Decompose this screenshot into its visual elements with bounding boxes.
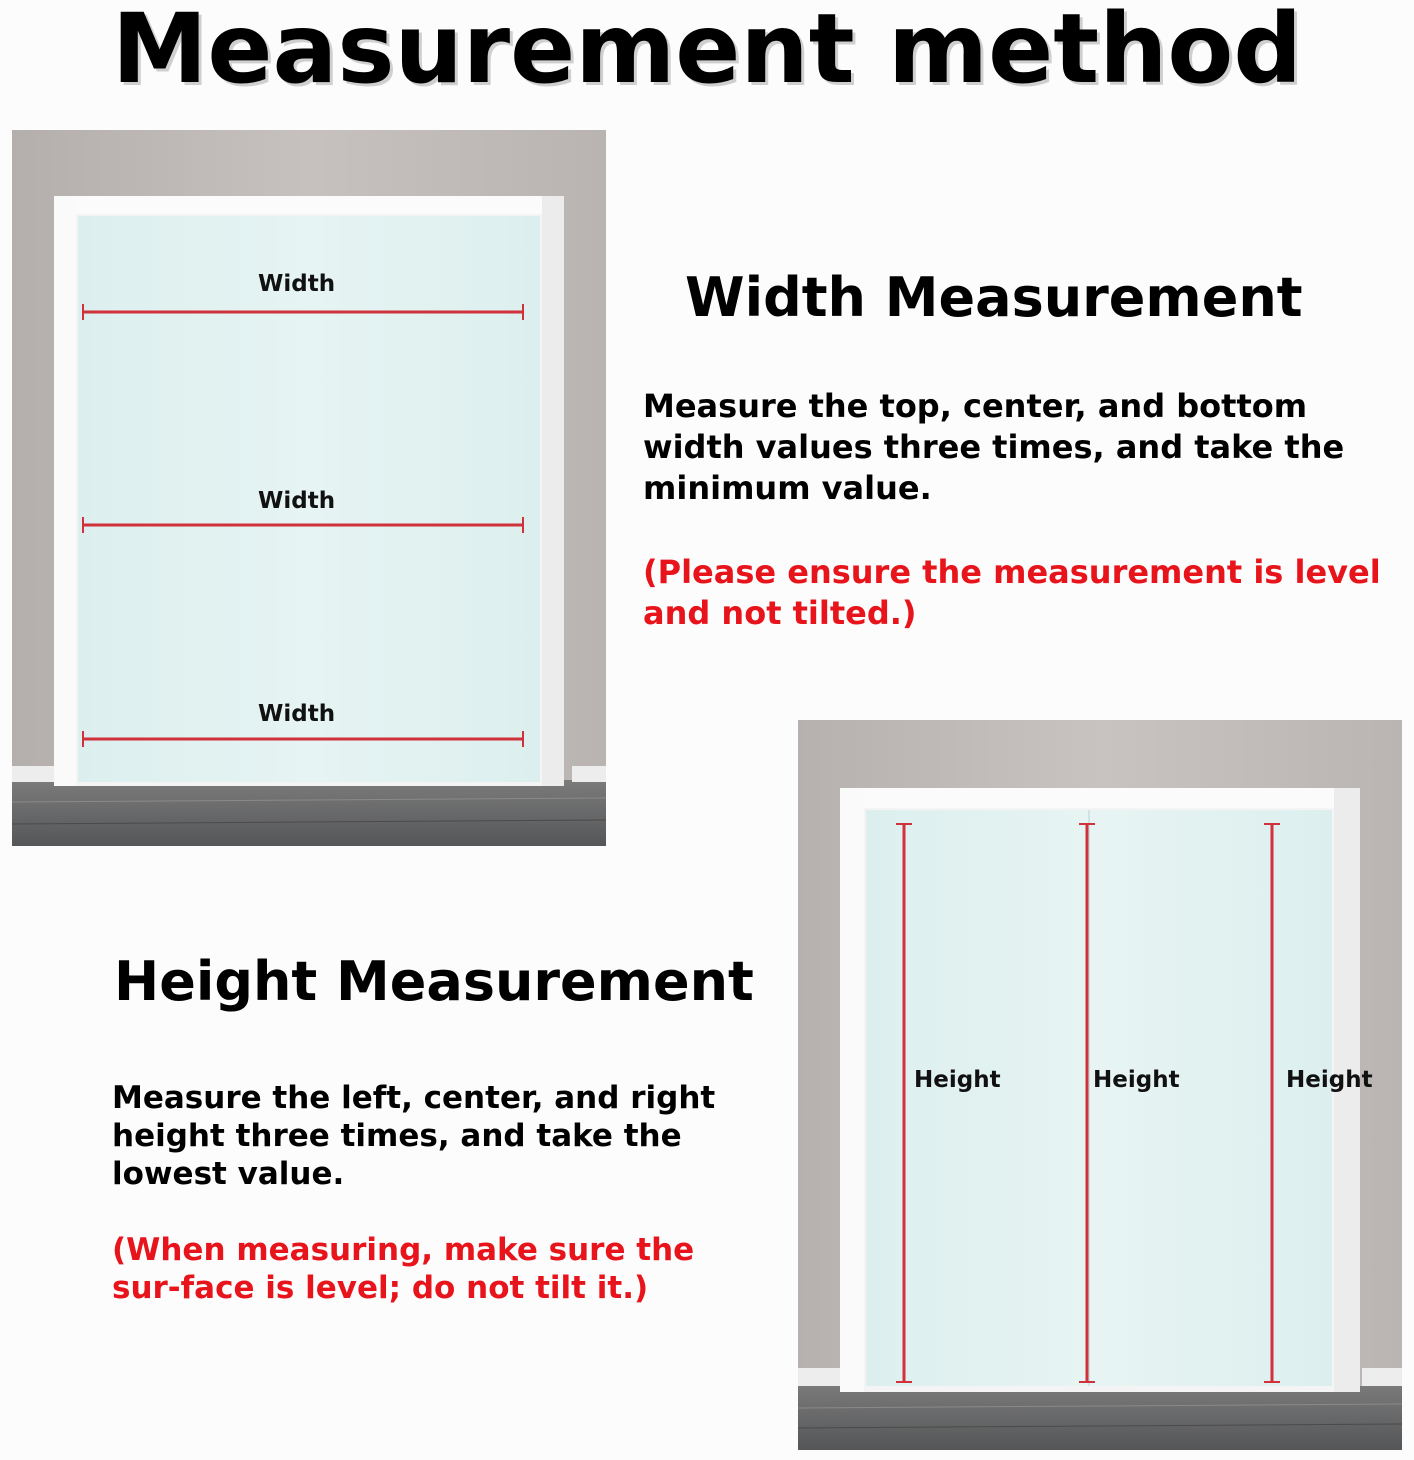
height-description: Measure the left, center, and right height three times, and take the lowest value. — [112, 1080, 716, 1192]
height-label-left: Height — [914, 1067, 1001, 1093]
height-heading: Height Measurement — [114, 950, 754, 1013]
width-label-bottom: Width — [258, 701, 336, 727]
height-label-center: Height — [1093, 1067, 1180, 1093]
page-title: Measurement method — [111, 0, 1303, 105]
width-description: Measure the top, center, and bottom width values three times, and take the minimum value. — [643, 387, 1345, 507]
width-label-top: Width — [258, 271, 336, 297]
height-note: (When measuring, make sure the sur-face is level; do not tilt it.) — [112, 1232, 695, 1306]
width-heading: Width Measurement — [685, 266, 1303, 329]
width-label-center: Width — [258, 488, 336, 514]
width-note: (Please ensure the measurement is level and not tilted.) — [643, 553, 1381, 632]
height-label-right: Height — [1286, 1067, 1373, 1093]
